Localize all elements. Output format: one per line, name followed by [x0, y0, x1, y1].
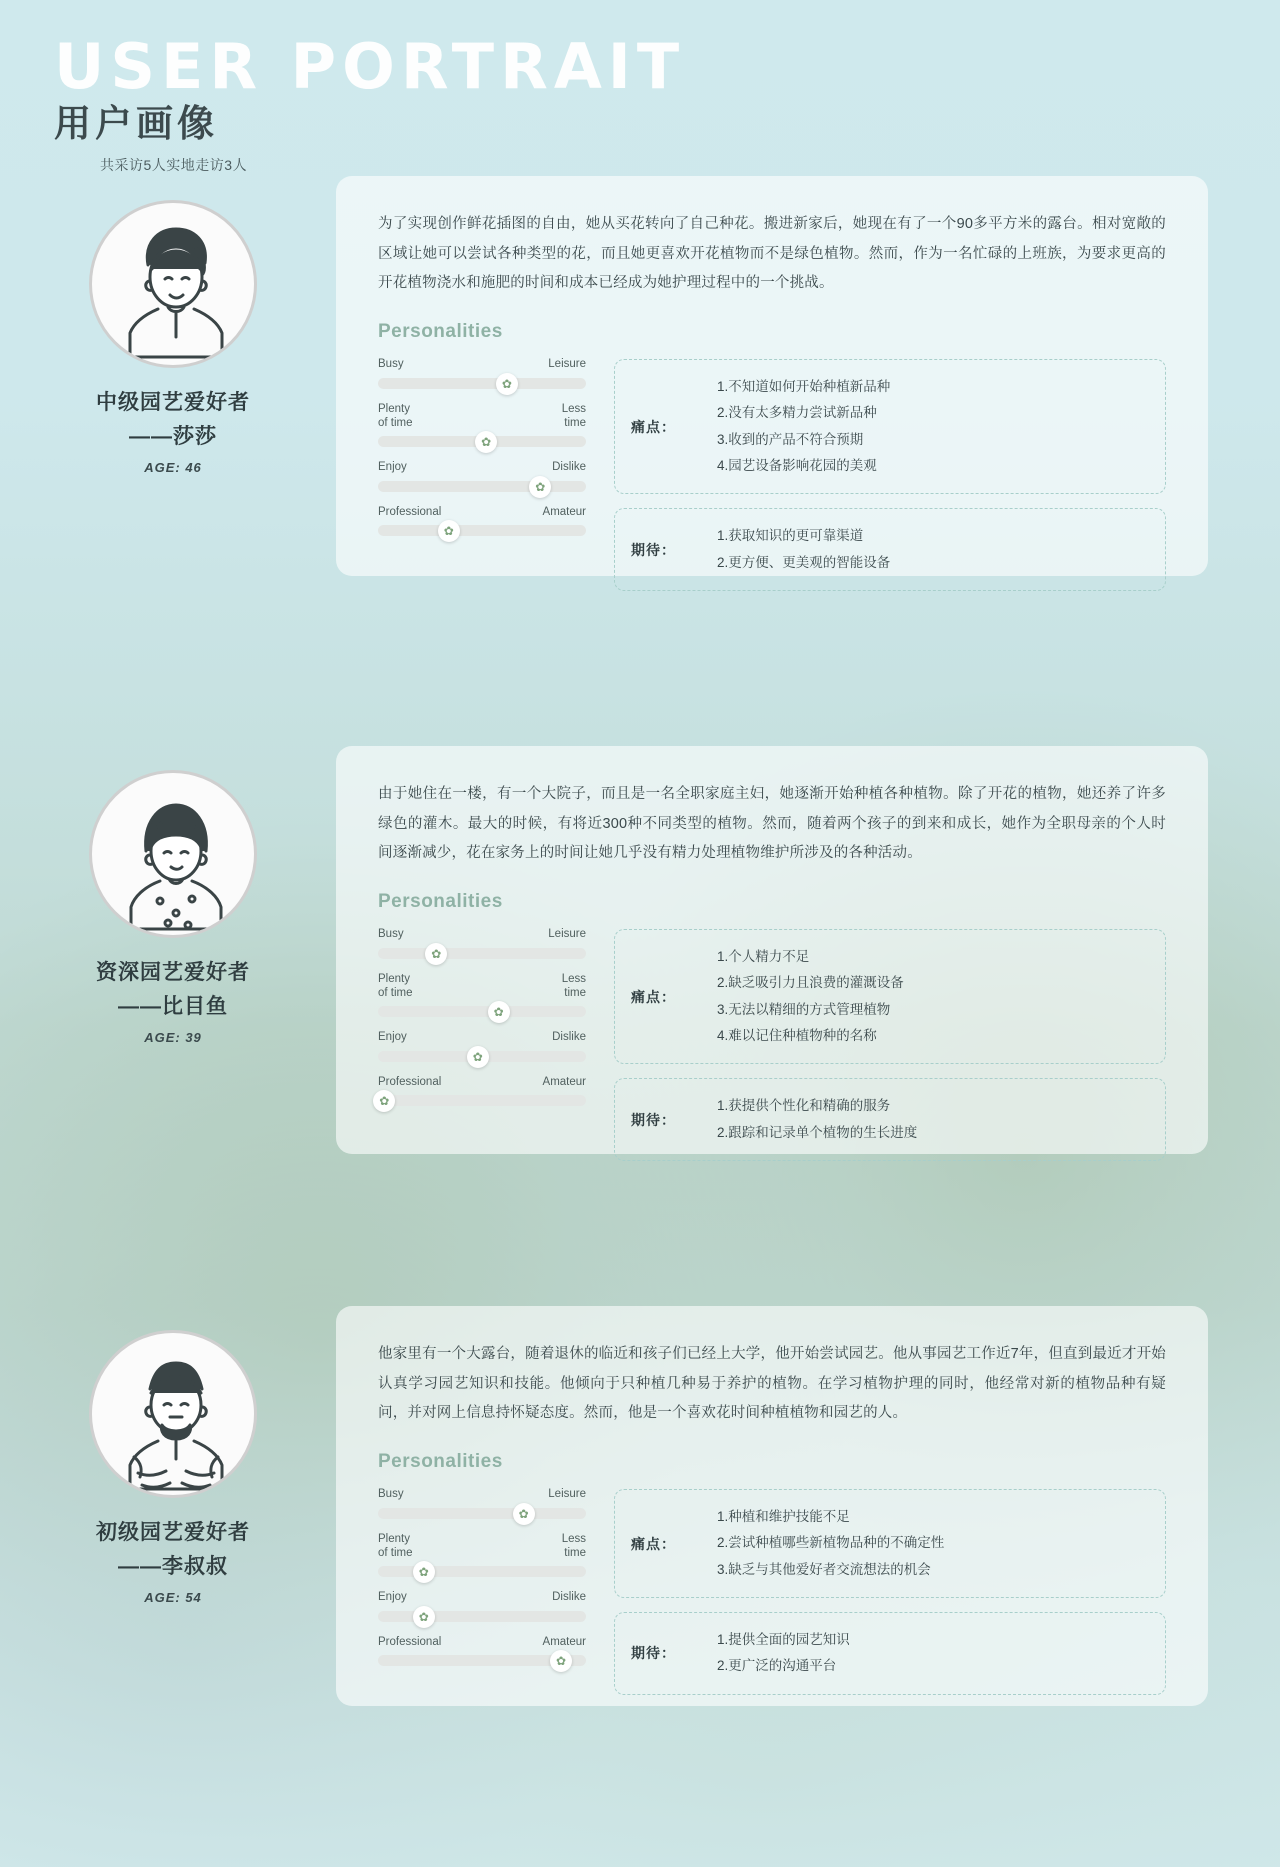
persona-name: ——李叔叔 [118, 1555, 228, 1578]
box-label: 痛点： [631, 1535, 676, 1552]
slider-track[interactable] [378, 1654, 586, 1669]
leaf-icon: ✿ [472, 1049, 483, 1064]
persona-age: AGE: 39 [144, 1030, 202, 1045]
slider-knob[interactable] [413, 1561, 435, 1583]
slider-label-right: Less time [561, 1532, 586, 1559]
leaf-icon: ✿ [518, 1506, 529, 1521]
persona-role: 初级园艺爱好者 [96, 1521, 250, 1544]
slider-label-right: Less time [561, 972, 586, 999]
slider-track[interactable] [378, 481, 586, 492]
personality-slider[interactable] [378, 402, 586, 448]
slider-label-right: Amateur [542, 1075, 586, 1088]
list-item: 2.跟踪和记录单个植物的生长进度 [717, 1124, 918, 1140]
personality-slider[interactable] [378, 460, 586, 494]
persona-role: 资深园艺爱好者 [96, 961, 250, 984]
slider-label-left: Busy [378, 928, 404, 941]
personality-slider[interactable] [378, 1590, 586, 1624]
persona-description: 他家里有一个大露台，随着退休的临近和孩子们已经上大学，他开始尝试园艺。他从事园艺工作近7年，但直到最近才开始认真学习园艺知识和技能。他倾向于只种植几种易于养护的植物。在学习植物护理的同时，他经常对新的植物品种有疑问，并对网上信息持怀疑态度。然而，他是一个喜欢花时间种植植物和园艺的人。 [378, 1346, 1166, 1422]
slider-knob[interactable] [413, 1606, 435, 1628]
slider-label-right: Leisure [548, 928, 586, 941]
list-item: 2.更广泛的沟通平台 [717, 1658, 837, 1674]
list-item: 4.园艺设备影响花园的美观 [717, 458, 877, 474]
list-item: 1.获提供个性化和精确的服务 [717, 1098, 891, 1114]
personalities-heading: Personalities [378, 1451, 503, 1473]
personalities-heading: Personalities [378, 891, 503, 913]
expectations-box [614, 1612, 1166, 1695]
list-item: 2.没有太多精力尝试新品种 [717, 405, 877, 421]
box-label: 期待： [631, 1645, 676, 1662]
slider-label-right: Amateur [542, 1635, 586, 1648]
slider-label-left: Enjoy [378, 1031, 407, 1044]
persona-identity [68, 1330, 278, 1605]
list-item: 3.无法以精细的方式管理植物 [717, 1001, 891, 1017]
box-list [717, 523, 890, 576]
slider-label-left: Busy [378, 1488, 404, 1501]
persona-description: 由于她住在一楼，有一个大院子，而且是一名全职家庭主妇，她逐渐开始种植各种植物。除了开花的植物，她还养了许多绿色的灌木。最大的时候，有将近300种不同类型的植物。然而，随着两个孩子的到来和成长，她作为全职母亲的个人时间逐渐减少，花在家务上的时间让她几乎没有精力处理植物维护所涉及的各种活动。 [378, 786, 1166, 862]
list-item: 2.尝试种植哪些新植物品种的不确定性 [717, 1535, 945, 1551]
insight-boxes [614, 1487, 1166, 1709]
personality-slider[interactable] [378, 972, 586, 1018]
leaf-icon: ✿ [493, 1005, 504, 1020]
expectations-box [614, 508, 1166, 591]
personality-slider[interactable] [378, 1030, 586, 1064]
box-list [717, 1504, 944, 1583]
persona-identity [68, 770, 278, 1045]
slider-track[interactable] [378, 1005, 586, 1020]
persona-identity [68, 200, 278, 475]
personality-slider[interactable] [378, 927, 586, 961]
pain-points-box [614, 1489, 1166, 1598]
slider-track[interactable] [378, 1611, 586, 1622]
list-item: 4.难以记住种植物种的名称 [717, 1028, 877, 1044]
avatar [89, 1330, 257, 1498]
insight-boxes [614, 357, 1166, 605]
leaf-icon: ✿ [379, 1094, 390, 1109]
slider-track[interactable] [378, 435, 586, 450]
page-title-cn: 用户画像 [54, 103, 218, 144]
persona-name: ——比目鱼 [118, 995, 228, 1018]
slider-label-left: Professional [378, 1635, 442, 1648]
slider-label-right: Amateur [542, 505, 586, 518]
slider-label-left: Busy [378, 358, 404, 371]
slider-label-right: Leisure [548, 1488, 586, 1501]
list-item: 1.不知道如何开始种植新品种 [717, 379, 891, 395]
list-item: 1.个人精力不足 [717, 949, 810, 965]
box-list [717, 1627, 850, 1680]
leaf-icon: ✿ [481, 435, 492, 450]
persona-body-row [378, 927, 1166, 1175]
persona-card [336, 1306, 1208, 1706]
slider-label-left: Plenty of time [378, 402, 413, 429]
list-item: 3.缺乏与其他爱好者交流想法的机会 [717, 1561, 931, 1577]
slider-label-left: Plenty of time [378, 972, 413, 999]
box-list [717, 1093, 917, 1146]
slider-knob[interactable] [373, 1090, 395, 1112]
slider-label-left: Enjoy [378, 1591, 407, 1604]
personality-sliders [378, 1487, 586, 1709]
leaf-icon: ✿ [556, 1654, 567, 1669]
slider-knob[interactable] [513, 1503, 535, 1525]
persona-card [336, 176, 1208, 576]
slider-track[interactable] [378, 1051, 586, 1062]
personality-slider[interactable] [378, 1635, 586, 1669]
slider-track[interactable] [378, 948, 586, 959]
leaf-icon: ✿ [418, 1565, 429, 1580]
list-item: 1.种植和维护技能不足 [717, 1509, 850, 1525]
expectations-box [614, 1078, 1166, 1161]
avatar [89, 200, 257, 368]
slider-label-right: Leisure [548, 358, 586, 371]
insight-boxes [614, 927, 1166, 1175]
pain-points-box [614, 929, 1166, 1064]
personality-sliders [378, 927, 586, 1175]
slider-track[interactable] [378, 524, 586, 539]
list-item: 3.收到的产品不符合预期 [717, 431, 864, 447]
box-label: 期待： [631, 541, 676, 558]
page-title-en: USER PORTRAIT [54, 30, 686, 103]
slider-label-right: Dislike [552, 461, 586, 474]
slider-label-right: Less time [561, 402, 586, 429]
list-item: 2.缺乏吸引力且浪费的灌溉设备 [717, 975, 904, 991]
box-label: 期待： [631, 1111, 676, 1128]
slider-label-left: Plenty of time [378, 1532, 413, 1559]
list-item: 1.获取知识的更可靠渠道 [717, 528, 864, 544]
slider-knob[interactable] [550, 1650, 572, 1672]
avatar [89, 770, 257, 938]
slider-track[interactable] [378, 1094, 586, 1109]
slider-label-left: Professional [378, 505, 442, 518]
slider-knob[interactable] [425, 943, 447, 965]
box-label: 痛点： [631, 988, 676, 1005]
slider-track[interactable] [378, 1565, 586, 1580]
slider-label-left: Enjoy [378, 461, 407, 474]
personality-slider[interactable] [378, 357, 586, 391]
box-label: 痛点： [631, 418, 676, 435]
leaf-icon: ✿ [535, 479, 546, 494]
personality-slider[interactable] [378, 1075, 586, 1109]
slider-label-right: Dislike [552, 1031, 586, 1044]
slider-track[interactable] [378, 378, 586, 389]
slider-knob[interactable] [467, 1046, 489, 1068]
personality-slider[interactable] [378, 1532, 586, 1578]
slider-track[interactable] [378, 1508, 586, 1519]
leaf-icon: ✿ [418, 1609, 429, 1624]
slider-knob[interactable] [496, 373, 518, 395]
slider-knob[interactable] [488, 1001, 510, 1023]
persona-description: 为了实现创作鲜花插图的自由，她从买花转向了自己种花。搬进新家后，她现在有了一个90多平方米的露台。相对宽敞的区域让她可以尝试各种类型的花，而且她更喜欢开花植物而不是绿色植物。然而，作为一名忙碌的上班族，为要求更高的开花植物浇水和施肥的时间和成本已经成为她护理过程中的一个挑战。 [378, 216, 1166, 292]
persona-card [336, 746, 1208, 1154]
leaf-icon: ✿ [443, 524, 454, 539]
list-item: 2.更方便、更美观的智能设备 [717, 554, 891, 570]
slider-label-right: Dislike [552, 1591, 586, 1604]
leaf-icon: ✿ [501, 376, 512, 391]
personality-slider[interactable] [378, 1487, 586, 1521]
persona-body-row [378, 357, 1166, 605]
persona-name: ——莎莎 [129, 425, 217, 448]
personality-sliders [378, 357, 586, 605]
box-list [717, 374, 890, 479]
slider-knob[interactable] [529, 476, 551, 498]
persona-age: AGE: 54 [144, 1590, 202, 1605]
slider-knob[interactable] [438, 520, 460, 542]
personality-slider[interactable] [378, 505, 586, 539]
personalities-heading: Personalities [378, 321, 503, 343]
page-subtitle: 共采访5人实地走访3人 [100, 156, 248, 173]
page-header [54, 30, 686, 175]
leaf-icon: ✿ [431, 946, 442, 961]
box-list [717, 944, 904, 1049]
persona-role: 中级园艺爱好者 [96, 391, 250, 414]
pain-points-box [614, 359, 1166, 494]
list-item: 1.提供全面的园艺知识 [717, 1632, 850, 1648]
slider-knob[interactable] [475, 431, 497, 453]
slider-label-left: Professional [378, 1075, 442, 1088]
persona-body-row [378, 1487, 1166, 1709]
persona-age: AGE: 46 [144, 460, 202, 475]
